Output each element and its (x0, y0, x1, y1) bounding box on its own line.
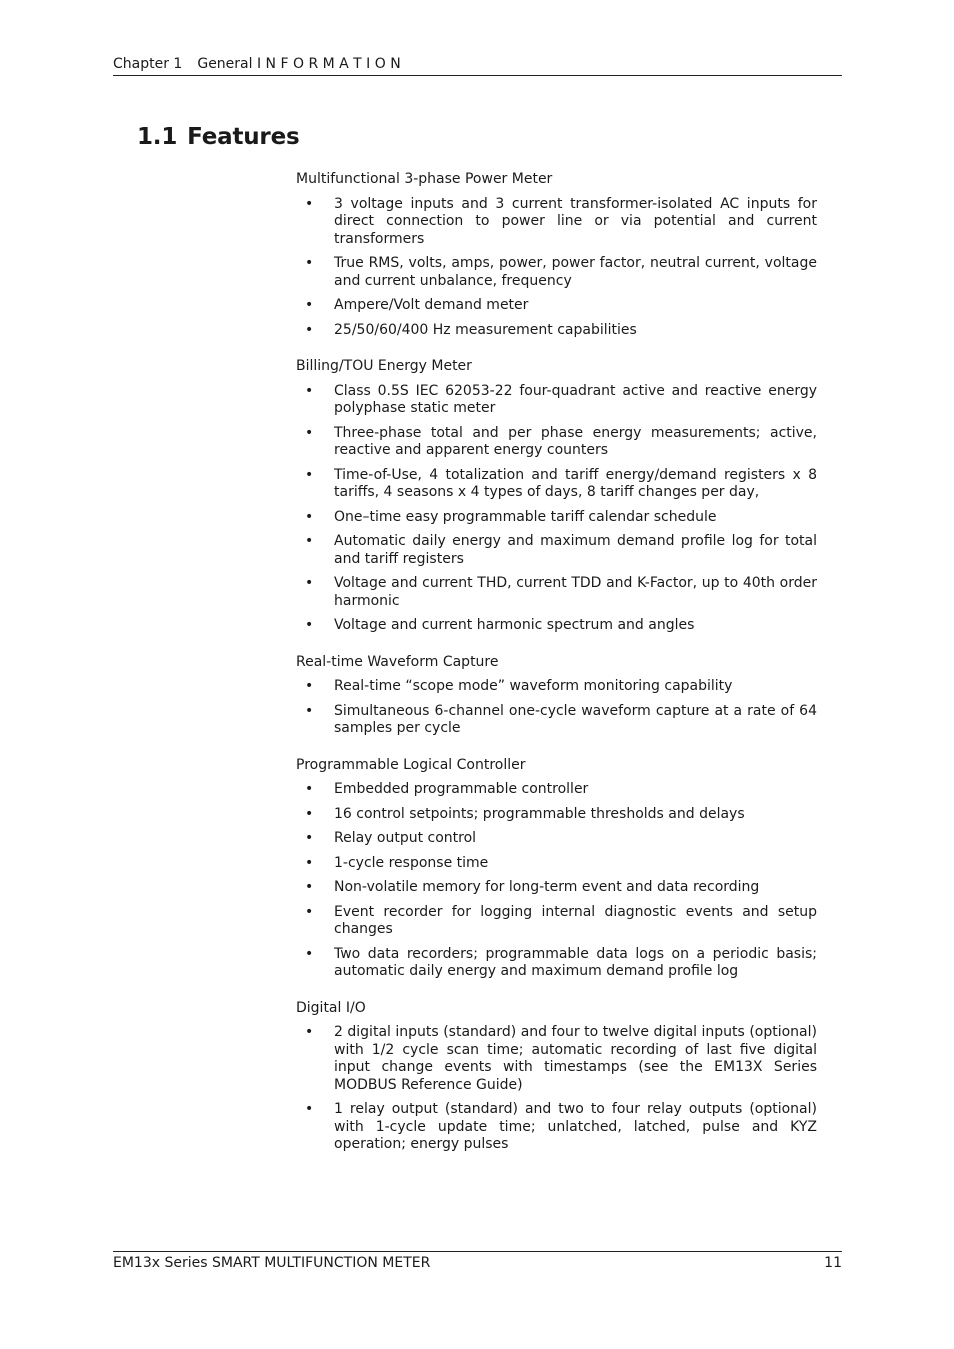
bullet-icon: • (305, 382, 314, 399)
feature-group-title: Billing/TOU Energy Meter (296, 358, 472, 374)
feature-list-item (296, 322, 817, 340)
bullet-icon: • (305, 781, 314, 797)
bullet-icon: • (305, 533, 314, 549)
feature-list-item (296, 425, 817, 460)
feature-list (296, 196, 817, 340)
header-chapter: Chapter 1 (113, 56, 183, 72)
feature-text: 3 voltage inputs and 3 current transformer-isolated AC inputs for direct connection to power line or via potential and current transformers (334, 195, 817, 247)
feature-group-title: Digital I/O (296, 999, 366, 1016)
bullet-icon: • (305, 195, 314, 212)
feature-list-item (296, 467, 817, 502)
feature-list-item (296, 946, 817, 981)
feature-group-title: Real-time Waveform Capture (296, 653, 499, 670)
bullet-icon: • (305, 255, 314, 271)
feature-list-item (296, 879, 817, 897)
feature-text: Relay output control (334, 830, 477, 846)
bullet-icon: • (305, 297, 314, 313)
bullet-icon: • (305, 424, 314, 441)
feature-text: One–time easy programmable tariff calendar schedule (334, 508, 717, 525)
feature-text: Class 0.5S IEC 62053-22 four-quadrant active and reactive energy polyphase static meter (334, 382, 817, 416)
feature-text: True RMS, volts, amps, power, power factor, neutral current, voltage and current unbalance, frequency (334, 255, 817, 289)
feature-list-item (296, 806, 817, 824)
feature-text: Embedded programmable controller (334, 781, 589, 797)
bullet-icon: • (305, 1024, 314, 1040)
feature-list-item (296, 781, 817, 799)
feature-list-item (296, 617, 817, 635)
page-footer (113, 1251, 842, 1271)
feature-text: Real-time “scope mode” waveform monitoring capability (334, 678, 733, 694)
feature-list-item (296, 855, 817, 873)
bullet-icon: • (305, 575, 314, 591)
bullet-icon: • (305, 879, 314, 895)
bullet-icon: • (305, 702, 314, 719)
feature-list-item (296, 703, 817, 738)
bullet-icon: • (305, 854, 314, 871)
bullet-icon: • (305, 1101, 314, 1117)
feature-text: 1-cycle response time (334, 854, 489, 871)
bullet-icon: • (305, 321, 314, 338)
feature-text: Non-volatile memory for long-term event and data recording (334, 879, 760, 895)
section-heading (137, 124, 299, 150)
feature-list (296, 678, 817, 738)
feature-list-item (296, 255, 817, 290)
feature-text: 2 digital inputs (standard) and four to twelve digital inputs (optional) with 1/2 cycle scan time; automatic recording of last five digital input change events with timestamps (see the EM13X Series MODBUS Reference Guide) (334, 1024, 817, 1093)
bullet-icon: • (305, 830, 314, 846)
features-content (296, 171, 817, 1173)
page-header (113, 56, 842, 76)
feature-text: Automatic daily energy and maximum demand profile log for total and tariff registers (334, 533, 817, 567)
feature-list-item (296, 297, 817, 315)
feature-list-item (296, 1101, 817, 1154)
feature-text: 16 control setpoints; programmable thresholds and delays (334, 805, 745, 822)
section-title-text: Features (187, 124, 300, 150)
bullet-icon: • (305, 945, 314, 962)
feature-list-item (296, 575, 817, 610)
feature-text: 1 relay output (standard) and two to four relay outputs (optional) with 1-cycle update time; unlatched, latched, pulse and KYZ operation; energy pulses (334, 1101, 817, 1152)
bullet-icon: • (305, 508, 314, 525)
feature-text: 25/50/60/400 Hz measurement capabilities (334, 321, 637, 338)
feature-text: Two data recorders; programmable data logs on a periodic basis; automatic daily energy and maximum demand profile log (334, 945, 817, 979)
feature-list (296, 1024, 817, 1154)
feature-list-item (296, 678, 817, 696)
feature-list-item (296, 533, 817, 568)
feature-group-title: Programmable Logical Controller (296, 756, 526, 773)
feature-text: Simultaneous 6-channel one-cycle waveform capture at a rate of 64 samples per cycle (334, 702, 817, 736)
feature-text: Time-of-Use, 4 totalization and tariff energy/demand registers x 8 tariffs, 4 seasons x 4 types of days, 8 tariff changes per day, (334, 466, 817, 500)
header-title: General I N F O R M A T I O N (197, 56, 401, 72)
page-number: 11 (824, 1255, 842, 1271)
bullet-icon: • (305, 617, 314, 633)
feature-list (296, 383, 817, 635)
feature-text: Event recorder for logging internal diagnostic events and setup changes (334, 903, 817, 937)
bullet-icon: • (305, 805, 314, 822)
feature-list-item (296, 830, 817, 848)
feature-list-item (296, 509, 817, 527)
feature-text: Three-phase total and per phase energy measurements; active, reactive and apparent energy counters (334, 424, 817, 458)
feature-list-item (296, 1024, 817, 1094)
feature-list-item (296, 196, 817, 249)
footer-document-title: EM13x Series SMART MULTIFUNCTION METER (113, 1255, 431, 1271)
feature-text: Ampere/Volt demand meter (334, 297, 529, 313)
bullet-icon: • (305, 678, 314, 694)
section-number: 1.1 (137, 124, 178, 150)
feature-text: Voltage and current THD, current TDD and K-Factor, up to 40th order harmonic (334, 575, 817, 609)
feature-list-item (296, 383, 817, 418)
feature-text: Voltage and current harmonic spectrum and angles (334, 617, 695, 633)
feature-group-title: Multifunctional 3-phase Power Meter (296, 171, 553, 187)
feature-list (296, 781, 817, 981)
bullet-icon: • (305, 466, 314, 483)
feature-list-item (296, 904, 817, 939)
bullet-icon: • (305, 903, 314, 920)
